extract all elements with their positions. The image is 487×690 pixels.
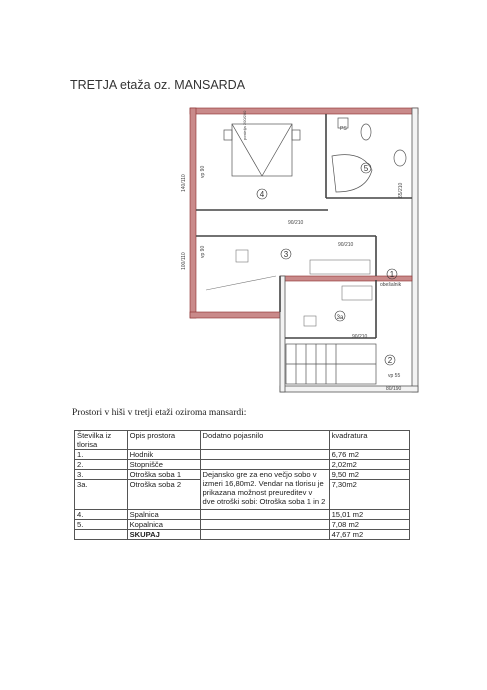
bed — [224, 124, 300, 176]
window-label: vp 55 — [388, 373, 401, 379]
stairs — [286, 344, 376, 384]
table-header-row — [75, 431, 410, 450]
total-area: 47,67 m2 — [329, 530, 409, 540]
room-area: 7,30m2 — [329, 480, 409, 510]
floor-plan — [176, 100, 428, 400]
table-row — [75, 510, 410, 520]
window-label: vp 90 — [200, 165, 206, 178]
table-total-row — [75, 530, 410, 540]
table-row — [75, 460, 410, 470]
total-label: SKUPAJ — [127, 530, 200, 540]
table-row — [75, 520, 410, 530]
room-note — [200, 530, 329, 540]
hall-label: obešalnik — [380, 282, 402, 288]
room-name: Otroška soba 1 — [127, 470, 200, 480]
room-note: Dejansko gre za eno večjo sobo v izmeri 16,80m2. Vendar na tlorisu je prikazana možnost preureditev v dve otroški sobi: Otroška soba 1 in 2 — [200, 470, 329, 510]
room-4-number: 4 — [259, 190, 265, 199]
room-3a-number: 3a — [336, 315, 344, 321]
room-name: Stopnišče — [127, 460, 200, 470]
ps-label: PS — [340, 126, 347, 132]
room-3-number: 3 — [283, 250, 289, 259]
interior-walls — [196, 114, 412, 338]
row-number: 5. — [75, 520, 128, 530]
room-name: Kopalnica — [127, 520, 200, 530]
row-number: 1. — [75, 450, 128, 460]
room-2-number: 2 — [387, 356, 393, 365]
intro-text: Prostori v hiši v tretji etaži oziroma mansardi: — [72, 408, 247, 418]
row-number: 3a. — [75, 480, 128, 510]
table-row — [75, 470, 410, 480]
row-number — [75, 530, 128, 540]
door-label: 90/210 — [338, 242, 354, 248]
room-name: Otroška soba 2 — [127, 480, 200, 510]
room-area: 9,50 m2 — [329, 470, 409, 480]
room-area: 6,76 m2 — [329, 450, 409, 460]
room-note — [200, 460, 329, 470]
bed-label: postelja 200/200 — [242, 110, 247, 140]
window-label: 65/210 — [398, 182, 404, 198]
column-header: Številka iz tlorisa — [75, 431, 128, 450]
door-label: 90/210 — [288, 220, 304, 226]
room-1-number: 1 — [389, 270, 395, 279]
row-number: 2. — [75, 460, 128, 470]
rooms-table — [74, 430, 410, 540]
room-area: 2,02m2 — [329, 460, 409, 470]
outer-walls — [190, 108, 418, 392]
dimension-labels — [181, 110, 404, 392]
room-note — [200, 520, 329, 530]
window-label: 140/110 — [181, 174, 187, 192]
table-row — [75, 450, 410, 460]
row-number: 3. — [75, 470, 128, 480]
door-label: 90/210 — [352, 334, 368, 340]
window-label: 100/110 — [181, 252, 187, 270]
room-name: Hodnik — [127, 450, 200, 460]
door-label: 80/190 — [386, 386, 402, 392]
column-header: Opis prostora — [127, 431, 200, 450]
room-area: 7,08 m2 — [329, 520, 409, 530]
window-label: vp 90 — [200, 245, 206, 258]
room-5-number: 5 — [363, 164, 369, 173]
row-number: 4. — [75, 510, 128, 520]
page-title: TRETJA etaža oz. MANSARDA — [70, 78, 246, 92]
room-note — [200, 510, 329, 520]
room-name: Spalnica — [127, 510, 200, 520]
floor-plan-drawing — [176, 100, 428, 400]
column-header: kvadratura — [329, 431, 409, 450]
room-note — [200, 450, 329, 460]
column-header: Dodatno pojasnilo — [200, 431, 329, 450]
room-area: 15,01 m2 — [329, 510, 409, 520]
